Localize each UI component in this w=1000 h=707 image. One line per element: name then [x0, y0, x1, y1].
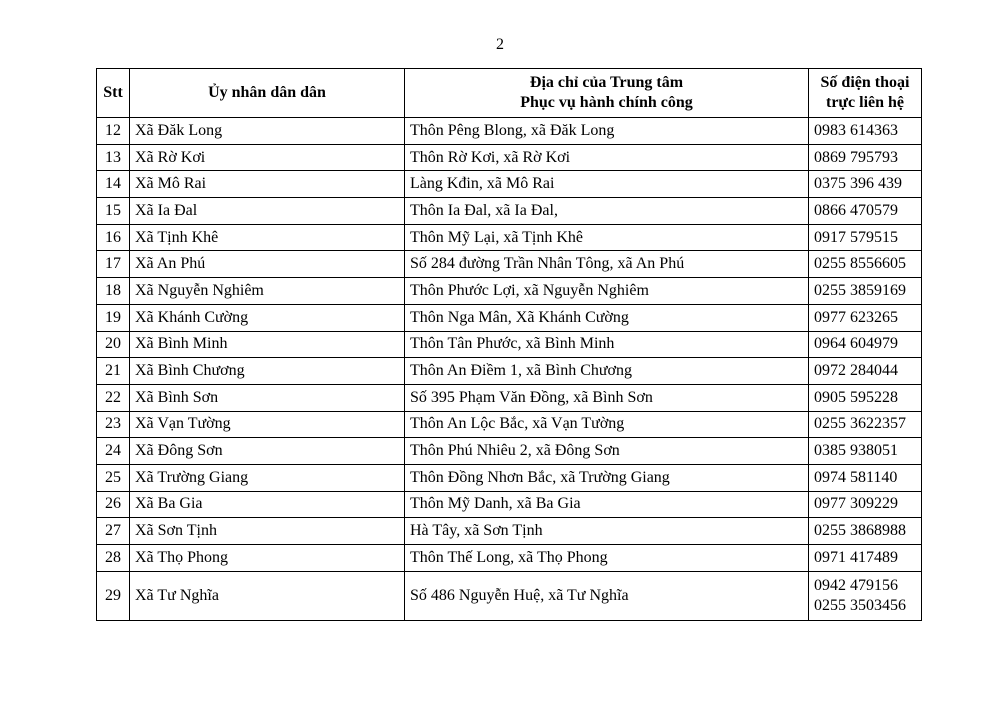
header-address-line2: Phục vụ hành chính công [520, 94, 693, 111]
row-stt: 28 [97, 545, 130, 572]
row-commune-name: Xã Vạn Tường [130, 411, 405, 438]
row-stt: 29 [97, 571, 130, 620]
phone-number: 0869 795793 [814, 148, 898, 166]
row-address: Thôn Mỹ Danh, xã Ba Gia [405, 491, 809, 518]
row-commune-name: Xã Trường Giang [130, 464, 405, 491]
row-stt: 17 [97, 251, 130, 278]
table-row [97, 518, 922, 545]
table-row [97, 464, 922, 491]
row-address: Thôn Nga Mân, Xã Khánh Cường [405, 304, 809, 331]
table-row [97, 144, 922, 171]
row-address: Làng Kđin, xã Mô Rai [405, 171, 809, 198]
table-row [97, 545, 922, 572]
row-stt: 25 [97, 464, 130, 491]
phone-number: 0255 3859169 [814, 281, 906, 299]
row-phone [809, 118, 922, 145]
phone-number: 0964 604979 [814, 335, 898, 353]
table-header-row [97, 69, 922, 118]
table-body [97, 118, 922, 621]
row-phone [809, 331, 922, 358]
row-address: Số 284 đường Trần Nhân Tông, xã An Phú [405, 251, 809, 278]
table-row [97, 224, 922, 251]
row-stt: 19 [97, 304, 130, 331]
row-address: Thôn An Điềm 1, xã Bình Chương [405, 358, 809, 385]
row-address: Số 395 Phạm Văn Đồng, xã Bình Sơn [405, 384, 809, 411]
page-number: 2 [496, 36, 504, 53]
table-row [97, 411, 922, 438]
row-commune-name: Xã Đăk Long [130, 118, 405, 145]
row-stt: 16 [97, 224, 130, 251]
row-stt: 24 [97, 438, 130, 465]
row-commune-name: Xã Đông Sơn [130, 438, 405, 465]
row-stt: 14 [97, 171, 130, 198]
phone-number: 0972 284044 [814, 362, 898, 380]
table-row [97, 571, 922, 620]
row-phone [809, 545, 922, 572]
row-phone [809, 304, 922, 331]
phone-number: 0866 470579 [814, 201, 898, 219]
phone-number: 0905 595228 [814, 388, 898, 406]
table-row [97, 171, 922, 198]
header-address [405, 69, 809, 118]
table-row [97, 118, 922, 145]
row-commune-name: Xã Sơn Tịnh [130, 518, 405, 545]
row-phone [809, 358, 922, 385]
row-stt: 23 [97, 411, 130, 438]
row-commune-name: Xã Khánh Cường [130, 304, 405, 331]
row-address: Thôn Tân Phước, xã Bình Minh [405, 331, 809, 358]
phone-number: 0255 3868988 [814, 522, 906, 540]
row-address: Thôn Rờ Kơi, xã Rờ Kơi [405, 144, 809, 171]
row-phone [809, 571, 922, 620]
row-stt: 12 [97, 118, 130, 145]
header-stt: Stt [97, 69, 130, 118]
row-phone [809, 411, 922, 438]
phone-number: 0971 417489 [814, 548, 898, 566]
row-phone [809, 518, 922, 545]
row-commune-name: Xã Thọ Phong [130, 545, 405, 572]
header-name: Ủy nhân dân dân [130, 69, 405, 118]
row-phone [809, 491, 922, 518]
row-commune-name: Xã Tư Nghĩa [130, 571, 405, 620]
row-address: Hà Tây, xã Sơn Tịnh [405, 518, 809, 545]
row-address: Thôn Đồng Nhơn Bắc, xã Trường Giang [405, 464, 809, 491]
row-phone [809, 438, 922, 465]
table-row [97, 278, 922, 305]
row-stt: 15 [97, 198, 130, 225]
row-commune-name: Xã Ia Đal [130, 198, 405, 225]
row-commune-name: Xã Ba Gia [130, 491, 405, 518]
row-address: Thôn Ia Đal, xã Ia Đal, [405, 198, 809, 225]
row-phone [809, 384, 922, 411]
header-phone [809, 69, 922, 118]
table-row [97, 251, 922, 278]
row-address: Thôn Mỹ Lại, xã Tịnh Khê [405, 224, 809, 251]
row-phone [809, 278, 922, 305]
row-phone [809, 224, 922, 251]
phone-number: 0255 3503456 [814, 596, 906, 614]
service-center-table [96, 68, 922, 621]
row-phone [809, 171, 922, 198]
table-row [97, 491, 922, 518]
phone-number: 0974 581140 [814, 468, 898, 486]
row-commune-name: Xã Rờ Kơi [130, 144, 405, 171]
row-stt: 22 [97, 384, 130, 411]
phone-number: 0983 614363 [814, 121, 898, 139]
row-phone [809, 198, 922, 225]
row-commune-name: Xã Bình Chương [130, 358, 405, 385]
row-commune-name: Xã Nguyễn Nghiêm [130, 278, 405, 305]
header-address-line1: Địa chỉ của Trung tâm [529, 74, 684, 91]
row-commune-name: Xã Mô Rai [130, 171, 405, 198]
row-stt: 18 [97, 278, 130, 305]
row-commune-name: Xã Bình Minh [130, 331, 405, 358]
row-phone [809, 464, 922, 491]
phone-number: 0385 938051 [814, 442, 898, 460]
header-phone-line1: Số điện thoại [820, 74, 910, 91]
row-address: Thôn Phước Lợi, xã Nguyễn Nghiêm [405, 278, 809, 305]
row-address: Thôn Thế Long, xã Thọ Phong [405, 545, 809, 572]
row-phone [809, 251, 922, 278]
table-row [97, 304, 922, 331]
phone-number: 0942 479156 [814, 576, 898, 594]
table-row [97, 331, 922, 358]
header-phone-line2: trực liên hệ [825, 94, 905, 111]
phone-number: 0977 623265 [814, 308, 898, 326]
row-address: Thôn Pêng Blong, xã Đăk Long [405, 118, 809, 145]
table-row [97, 198, 922, 225]
row-address: Thôn Phú Nhiêu 2, xã Đông Sơn [405, 438, 809, 465]
phone-number: 0977 309229 [814, 495, 898, 513]
row-stt: 20 [97, 331, 130, 358]
table-row [97, 438, 922, 465]
row-commune-name: Xã Bình Sơn [130, 384, 405, 411]
row-phone [809, 144, 922, 171]
phone-number: 0255 8556605 [814, 255, 906, 273]
table-row [97, 384, 922, 411]
row-stt: 27 [97, 518, 130, 545]
phone-number: 0255 3622357 [814, 415, 906, 433]
phone-number: 0917 579515 [814, 228, 898, 246]
row-stt: 26 [97, 491, 130, 518]
row-stt: 21 [97, 358, 130, 385]
table-row [97, 358, 922, 385]
phone-number: 0375 396 439 [814, 175, 902, 193]
row-commune-name: Xã An Phú [130, 251, 405, 278]
row-stt: 13 [97, 144, 130, 171]
row-address: Số 486 Nguyễn Huệ, xã Tư Nghĩa [405, 571, 809, 620]
row-commune-name: Xã Tịnh Khê [130, 224, 405, 251]
row-address: Thôn An Lộc Bắc, xã Vạn Tường [405, 411, 809, 438]
